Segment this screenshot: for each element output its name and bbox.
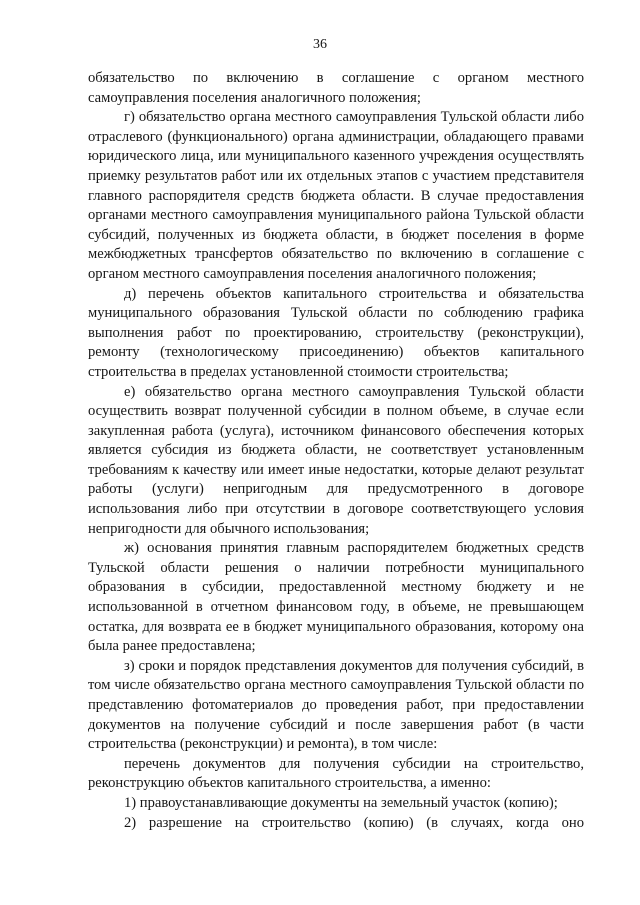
page-number: 36 <box>313 37 327 52</box>
paragraph: е) обязательство органа местного самоуправления Тульской области осуществить возврат полученной субсидии в полном объеме, в случае если закупленная работа (услуга), источником финансового обеспечения которых является субсидия из бюджета области, не соответствует установленным требованиям к качеству или имеет иные недостатки, которые делают результат работы (услуги) непригодным для предусмотренного в договоре использования либо при отсутствии в договоре соответствующего условия непригодности для обычного использования; <box>88 383 584 537</box>
paragraph: обязательство по включению в соглашение с органом местного самоуправления поселения аналогичного положения; <box>88 70 584 106</box>
paragraph: перечень документов для получения субсидии на строительство, реконструкцию объектов капитального строительства, а именно: <box>88 755 584 792</box>
paragraph: 1) правоустанавливающие документы на земельный участок (копию); <box>124 794 558 811</box>
document-body <box>88 69 584 833</box>
paragraph: д) перечень объектов капитального строительства и обязательства муниципального образования Тульской области по соблюдению графика выполнения работ по проектированию, строительству (реконструкции), ремонту (технологическому присоединению) объектов капитального строительства в пределах установленной стоимости строительства; <box>88 285 584 380</box>
paragraph: ж) основания принятия главным распорядителем бюджетных средств Тульской области решения о наличии потребности муниципального образования в субсидии, предоставленной местному бюджету и не использованной в отчетном финансовом году, в объеме, не превышающем остатка, для возврата ее в бюджет муниципального образования, которому она была ранее предоставлена; <box>88 540 584 655</box>
paragraph: 2) разрешение на строительство (копию) (в случаях, когда оно <box>124 814 584 831</box>
paragraph: г) обязательство органа местного самоуправления Тульской области либо отраслевого (функционального) органа администрации, обладающего правами юридического лица, или муниципального казенного учреждения осуществлять приемку результатов работ или их отдельных этапов с участием представителя главного распорядителя средств бюджета области. В случае предоставления органами местного самоуправления муниципального района Тульской области субсидий, полученных из бюджета области, в бюджет поселения в форме межбюджетных трансфертов обязательство по включению в соглашение с органом местного самоуправления поселения аналогичного положения; <box>88 109 584 282</box>
paragraph: з) сроки и порядок представления документов для получения субсидий, в том числе обязательство органа местного самоуправления Тульской области по представлению фотоматериалов до проведения работ, при предоставлении документов на получение субсидий и после завершения работ (в части строительства (реконструкции) и ремонта), в том числе: <box>88 657 584 753</box>
